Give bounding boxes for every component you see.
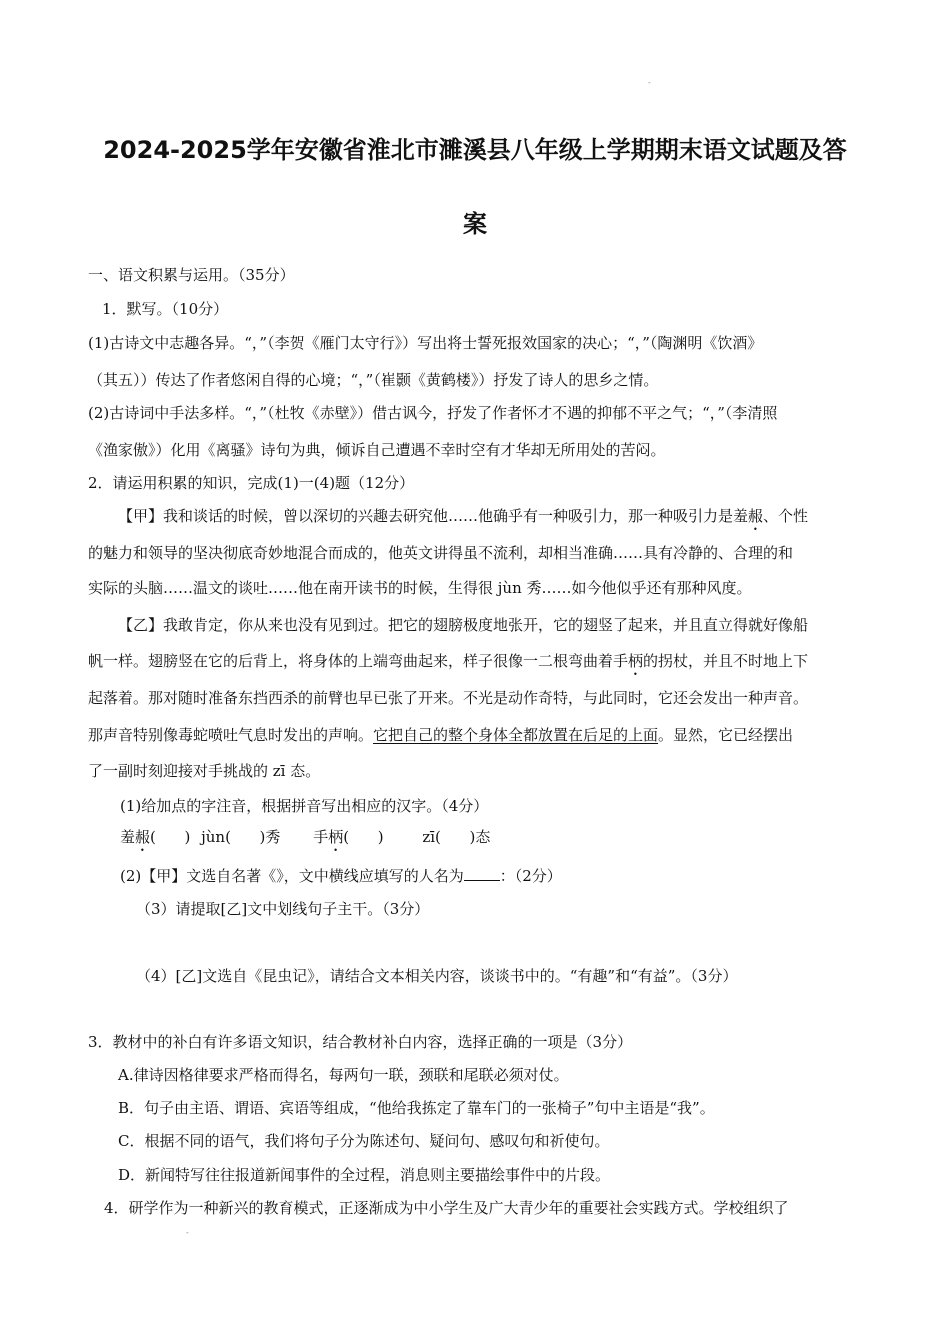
sub-question-3: （3）请提取[乙]文中划线句子主干。（3分） xyxy=(136,900,430,918)
text-run: 、个性 xyxy=(763,507,809,525)
question-3-option-d: D．新闻特写往往报道新闻事件的全过程，消息则主要描绘事件中的片段。 xyxy=(118,1166,611,1184)
page-title-line-1: 2024-2025学年安徽省淮北市濉溪县八年级上学期期末语文试题及答 xyxy=(103,136,847,164)
section-heading: 一、语文积累与运用。（35分） xyxy=(88,266,295,284)
pinyin-item-2: jùn( )秀 xyxy=(201,828,281,846)
question-3-option-c: C．根据不同的语气，我们将句子分为陈述句、疑问句、感叹句和祈使句。 xyxy=(118,1132,610,1150)
text-run: 那声音特别像毒蛇喷吐气息时发出的声响。 xyxy=(88,726,374,744)
sub-question-1-stem: (1)给加点的字注音，根据拼音写出相应的汉字。（4分） xyxy=(120,797,489,815)
question-3-option-a: A.律诗因格律要求严格而得名，每两句一联，颈联和尾联必须对仗。 xyxy=(118,1066,569,1084)
dotted-character: 赧 xyxy=(135,828,151,846)
passage-yi-line-1: 【乙】我敢肯定，你从来也没有见到过。把它的翅膀极度地张开，它的翅竖了起来，并且直立得就好像船 xyxy=(118,616,809,634)
answer-bracket: ( ) xyxy=(150,828,191,846)
scan-mark: - xyxy=(186,1228,189,1237)
text-run: 的拐杖，并且不时地上下 xyxy=(643,652,809,670)
text-run: 羞 xyxy=(120,828,136,846)
dotted-character: 柄 xyxy=(628,652,644,670)
dotted-character: 赧 xyxy=(748,507,764,525)
question-1-part-1-line-1: (1)古诗文中志趣各异。“，”（李贺《雁门太守行》）写出将士誓死报效国家的决心；“，”（陶渊明《饮酒》 xyxy=(88,334,763,352)
passage-yi-line-3: 起落着。那对随时准备东挡西杀的前臂也早已张了开来。不光是动作奇特，与此同时，它还会发出一种声音。 xyxy=(88,689,809,707)
text-run: 。显然，它已经摆出 xyxy=(658,726,794,744)
passage-yi-line-5: 了一副时刻迎接对手挑战的 zī 态。 xyxy=(88,762,321,780)
answer-bracket: ( ) xyxy=(343,828,384,846)
dotted-character: 柄 xyxy=(328,828,344,846)
question-1-stem: 1．默写。（10分） xyxy=(102,300,229,318)
passage-yi-line-4 xyxy=(88,724,878,746)
question-1-part-1-line-2: （其五））传达了作者悠闲自得的心境；“，”（崔颢《黄鹤楼》）抒发了诗人的思乡之情。 xyxy=(88,371,659,389)
text-run: ：（2分） xyxy=(499,867,562,885)
scan-mark: - xyxy=(648,78,651,87)
passage-jia-line-2: 的魅力和领导的坚决彻底奇妙地混合而成的，他英文讲得虽不流利，却相当准确……具有冷静的、合理的和 xyxy=(88,544,794,562)
fill-blank[interactable] xyxy=(464,864,500,881)
sub-question-1-items xyxy=(120,826,910,855)
question-1-part-2-line-2: 《渔家傲》）化用《离骚》诗句为典，倾诉自己遭遇不幸时空有才华却无所用处的苦闷。 xyxy=(88,441,666,459)
text-run: 手 xyxy=(313,828,329,846)
question-4-stem: 4．研学作为一种新兴的教育模式，正逐渐成为中小学生及广大青少年的重要社会实践方式。学校组织了 xyxy=(104,1199,789,1217)
passage-jia-line-1 xyxy=(118,505,908,534)
pinyin-item-4: zī( )态 xyxy=(422,828,491,846)
question-3-stem: 3．教材中的补白有许多语文知识，结合教材补白内容，选择正确的一项是（3分） xyxy=(88,1033,633,1051)
sub-question-2 xyxy=(120,864,910,887)
question-1-part-2-line-1: (2)古诗词中手法多样。“，”（杜牧《赤壁》）借古讽今，抒发了作者怀才不遇的抑郁不平之气；“，”（李清照 xyxy=(88,404,778,422)
passage-yi-line-2 xyxy=(88,650,878,679)
page-title-line-2: 案 xyxy=(463,210,487,238)
question-3-option-b: B．句子由主语、谓语、宾语等组成，“他给我拣定了靠车门的一张椅子”句中主语是“我”。 xyxy=(118,1099,715,1117)
text-run: 帆一样。翅膀竖在它的后背上，将身体的上端弯曲起来，样子很像一二根弯曲着手 xyxy=(88,652,629,670)
text-run: 【甲】我和谈话的时候，曾以深切的兴趣去研究他……他确乎有一种吸引力，那一种吸引力是羞 xyxy=(118,507,749,525)
question-2-stem: 2．请运用积累的知识，完成(1)一(4)题（12分） xyxy=(88,474,415,492)
pinyin-item-1 xyxy=(120,828,190,846)
underlined-sentence: 它把自己的整个身体全都放置在后足的上面 xyxy=(373,726,659,744)
pinyin-item-3 xyxy=(313,828,383,846)
passage-jia-line-3: 实际的头脑……温文的谈吐……他在南开读书的时候，生得很 jùn 秀……如今他似乎还有那种风度。 xyxy=(88,579,752,597)
text-run: (2)【甲】文选自名著《》，文中横线应填写的人名为 xyxy=(120,867,464,885)
sub-question-4: （4）[乙]文选自《昆虫记》，请结合文本相关内容，谈谈书中的。“有趣”和“有益”。（3分） xyxy=(136,967,738,985)
